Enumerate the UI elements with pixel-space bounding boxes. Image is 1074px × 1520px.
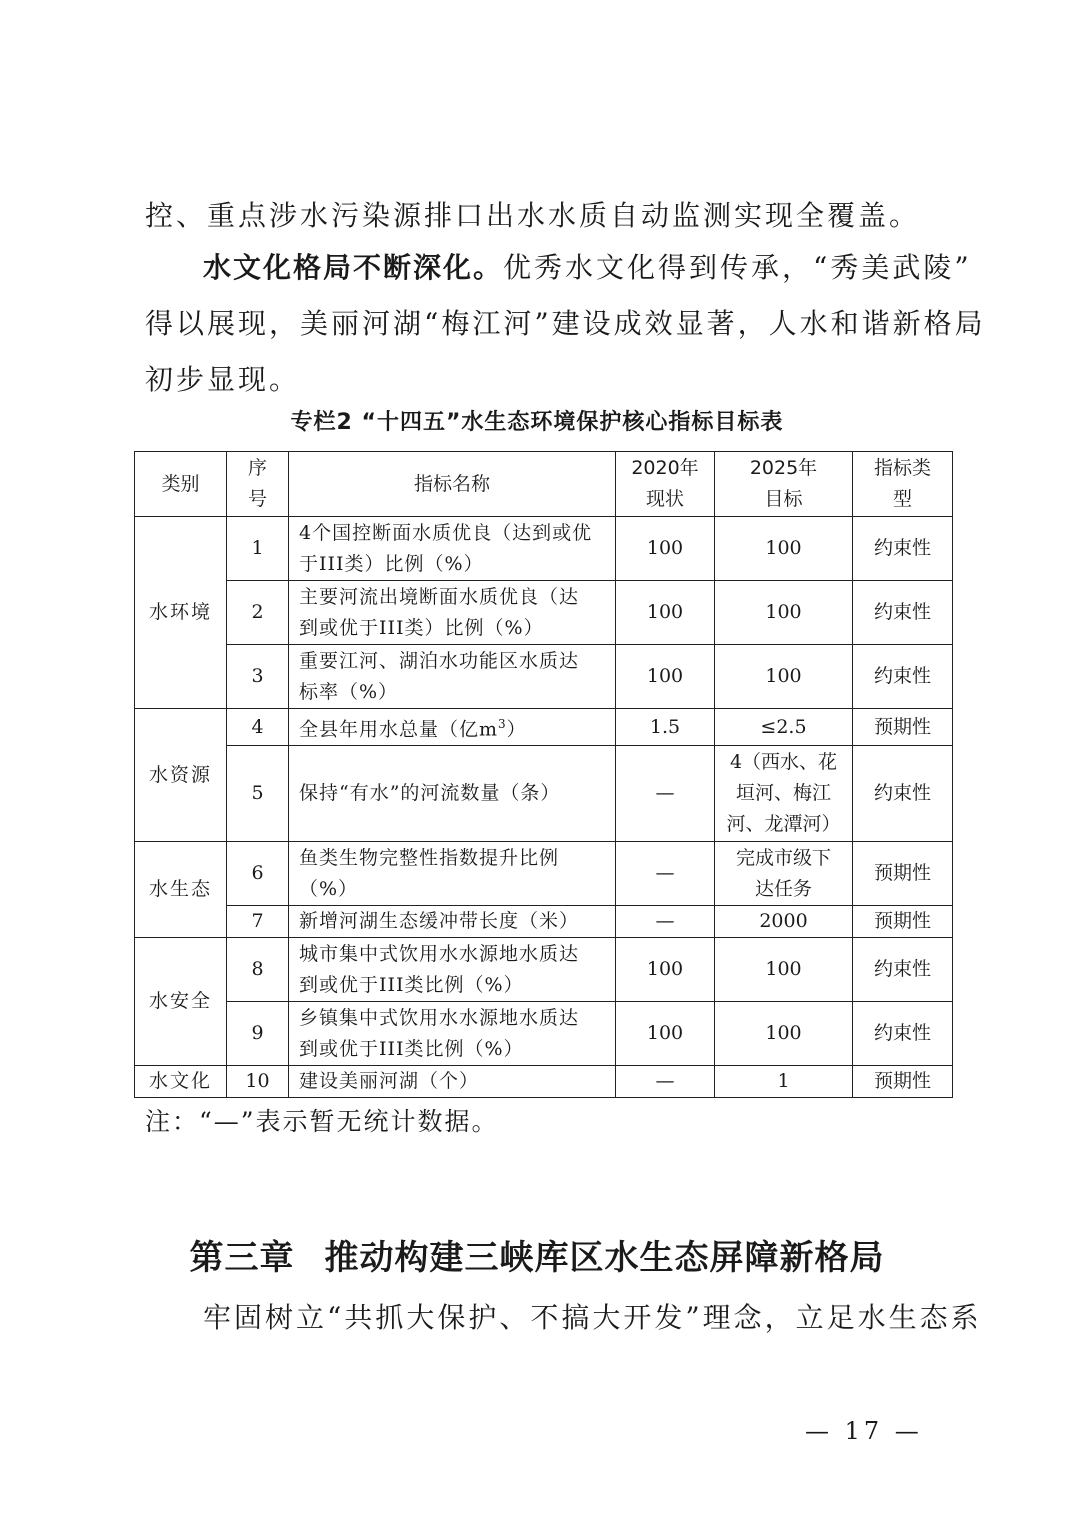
paragraph-line	[145, 240, 972, 296]
value-2025-cell: 完成市级下 达任务	[715, 842, 853, 906]
chapter-number: 第三章	[189, 1238, 295, 1278]
paragraph-line: 得以展现，美丽河湖“梅江河”建设成效显著，人水和谐新格局	[145, 307, 986, 340]
indicator-name-cell: 乡镇集中式饮用水水源地水质达 到或优于III类比例（%）	[289, 1002, 616, 1066]
seq-cell: 6	[227, 842, 289, 906]
seq-cell: 5	[227, 746, 289, 842]
indicator-name-cell: 主要河流出境断面水质优良（达 到或优于III类）比例（%）	[289, 581, 616, 645]
seq-cell: 4	[227, 709, 289, 746]
value-2020-cell: —	[616, 906, 715, 938]
value-2025-cell: 100	[715, 581, 853, 645]
header-2025: 2025年 目标	[715, 452, 853, 517]
indicator-name-cell: 新增河湖生态缓冲带长度（米）	[289, 906, 616, 938]
value-2020-cell: —	[616, 1066, 715, 1098]
indicator-name-cell: 4个国控断面水质优良（达到或优 于III类）比例（%）	[289, 517, 616, 581]
paragraph-heading: 水文化格局不断深化。	[203, 251, 504, 284]
table-row	[135, 938, 953, 1002]
seq-cell: 9	[227, 1002, 289, 1066]
value-2025-cell: 100	[715, 938, 853, 1002]
value-2025-cell: 4（西水、花 垣河、梅江 河、龙潭河）	[715, 746, 853, 842]
table-row	[135, 581, 953, 645]
type-cell: 约束性	[853, 517, 953, 581]
paragraph-line: 控、重点涉水污染源排口出水水质自动监测实现全覆盖。	[145, 199, 921, 232]
seq-cell: 2	[227, 581, 289, 645]
indicator-name-cell: 城市集中式饮用水水源地水质达 到或优于III类比例（%）	[289, 938, 616, 1002]
chapter-heading	[0, 1230, 1074, 1279]
seq-cell: 10	[227, 1066, 289, 1098]
table-row	[135, 842, 953, 906]
type-cell: 约束性	[853, 1002, 953, 1066]
value-2025-cell: ≤2.5	[715, 709, 853, 746]
indicator-name-cell: 重要江河、湖泊水功能区水质达 标率（%）	[289, 645, 616, 709]
type-cell: 约束性	[853, 645, 953, 709]
value-2025-cell: 2000	[715, 906, 853, 938]
value-2020-cell: 100	[616, 1002, 715, 1066]
table-row	[135, 1066, 953, 1098]
category-cell: 水文化	[135, 1066, 227, 1098]
seq-cell: 8	[227, 938, 289, 1002]
header-2020: 2020年 现状	[616, 452, 715, 517]
header-indicator-name: 指标名称	[289, 452, 616, 517]
value-2020-cell: 100	[616, 517, 715, 581]
table-note: 注：“—”表示暂无统计数据。	[145, 1107, 499, 1136]
indicator-name-cell: 建设美丽河湖（个）	[289, 1066, 616, 1098]
header-category: 类别	[135, 452, 227, 517]
seq-cell: 7	[227, 906, 289, 938]
seq-cell: 1	[227, 517, 289, 581]
table-header-row	[135, 452, 953, 517]
table-row	[135, 645, 953, 709]
category-cell: 水安全	[135, 938, 227, 1066]
indicator-name-cell: 全县年用水总量（亿$m^3$）	[289, 709, 616, 746]
value-2025-cell: 100	[715, 517, 853, 581]
chapter-title: 推动构建三峡库区水生态屏障新格局	[324, 1238, 885, 1278]
indicator-name-cell: 保持“有水”的河流数量（条）	[289, 746, 616, 842]
type-cell: 预期性	[853, 906, 953, 938]
value-2020-cell: 100	[616, 938, 715, 1002]
table-row	[135, 1002, 953, 1066]
category-cell: 水环境	[135, 517, 227, 709]
table-row	[135, 517, 953, 581]
table-row	[135, 709, 953, 746]
paragraph-chapter-opening: 牢固树立“共抓大保护、不搞大开发”理念，立足水生态系	[203, 1301, 982, 1334]
seq-cell: 3	[227, 645, 289, 709]
paragraph-text: 优秀水文化得到传承，“秀美武陵”	[503, 251, 972, 284]
header-seq: 序 号	[227, 452, 289, 517]
table-row	[135, 746, 953, 842]
indicator-name-cell: 鱼类生物完整性指数提升比例 （%）	[289, 842, 616, 906]
value-2020-cell: —	[616, 746, 715, 842]
value-2020-cell: 1.5	[616, 709, 715, 746]
paragraph-line: 初步显现。	[145, 363, 301, 396]
category-cell: 水生态	[135, 842, 227, 938]
paragraph-water-culture	[145, 240, 986, 408]
type-cell: 预期性	[853, 709, 953, 746]
value-2025-cell: 1	[715, 1066, 853, 1098]
type-cell: 约束性	[853, 746, 953, 842]
category-cell: 水资源	[135, 709, 227, 842]
value-2025-cell: 100	[715, 645, 853, 709]
value-2020-cell: —	[616, 842, 715, 906]
page-number: — 17 —	[805, 1417, 923, 1445]
table-title: 专栏2 “十四五”水生态环境保护核心指标目标表	[290, 410, 784, 435]
value-2025-cell: 100	[715, 1002, 853, 1066]
value-2020-cell: 100	[616, 581, 715, 645]
type-cell: 预期性	[853, 842, 953, 906]
header-type: 指标类 型	[853, 452, 953, 517]
paragraph-intro-end	[145, 188, 945, 244]
type-cell: 约束性	[853, 938, 953, 1002]
table-row	[135, 906, 953, 938]
indicator-table	[134, 451, 953, 1098]
type-cell: 约束性	[853, 581, 953, 645]
value-2020-cell: 100	[616, 645, 715, 709]
type-cell: 预期性	[853, 1066, 953, 1098]
